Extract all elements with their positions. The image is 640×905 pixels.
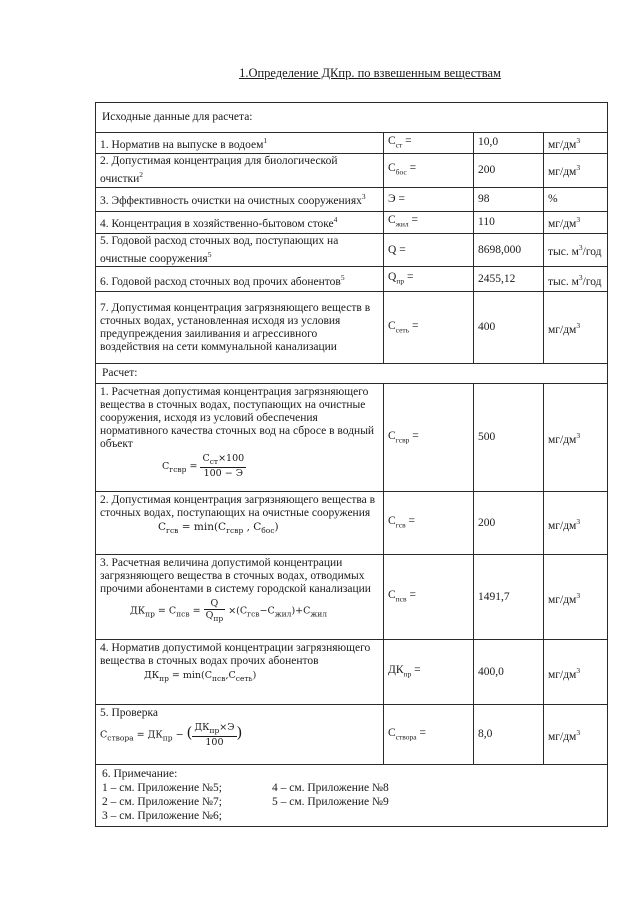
row-symbol: $С_{сеть}$ = (384, 292, 474, 364)
unit-text: мг/дм (548, 730, 577, 743)
row-value: 400,0 (474, 640, 544, 705)
notes-right (272, 781, 442, 823)
symbol: Э (388, 192, 396, 205)
calculation-row (96, 640, 608, 705)
unit-text: мг/дм (548, 323, 577, 336)
row-text: Допустимая концентрация загрязняющего вещества в сточных водах, поступающих на очистные сооружения (100, 494, 376, 520)
row-unit (544, 133, 608, 154)
footnote-ref: 3 (361, 192, 366, 202)
row-symbol: $Q_{пр}$ = (384, 267, 474, 292)
row-text: Норматив на выпуске в водоем (111, 138, 264, 151)
row-description (96, 133, 384, 154)
row-text: Норматив допустимой концентрации загрязняющего вещества в сточных водах прочих абонентов (100, 642, 371, 668)
note-item: 3 – см. Приложение №6; (102, 810, 222, 823)
unit-text: мг/дм (548, 138, 577, 151)
initial-data-row (96, 211, 608, 233)
row-value: 200 (474, 153, 544, 187)
calculation-row (96, 555, 608, 640)
row-number: 4. (100, 642, 109, 655)
unit-sup: 3 (576, 728, 581, 738)
row-description (96, 233, 384, 267)
symbol: Q (388, 243, 397, 256)
initial-data-row (96, 292, 608, 364)
symbol: С (388, 319, 396, 332)
row-description (96, 267, 384, 292)
row-value: 200 (474, 492, 544, 555)
symbol: С (388, 589, 396, 602)
unit-sup: 3 (576, 215, 581, 225)
symbol: С (388, 214, 396, 226)
calculation-header: Расчет: (96, 364, 608, 384)
row-description (96, 292, 384, 364)
symbol: С (388, 134, 396, 147)
row-unit (544, 267, 608, 292)
row-number: 5. (100, 234, 109, 247)
row-text: Допустимая концентрация для биологической очистки (100, 154, 338, 185)
symbol-sub: пр (396, 276, 405, 286)
row-symbol: Э = (384, 187, 474, 211)
unit-text: тыс. м (548, 275, 579, 288)
unit-sup: 3 (576, 163, 581, 173)
footnote-ref: 1 (263, 136, 268, 145)
row-description (96, 640, 384, 705)
row-symbol: $С_{гсв}$ = (384, 492, 474, 555)
row-value: 2455,12 (474, 267, 544, 292)
row-value: 110 (474, 211, 544, 233)
formula-3: $ДК_{пр} = С_{псв}$ = Q $Q_{пр}$ $\times(С_{гсв}-С_{жил})+С_{жил}$ (130, 598, 328, 624)
row-value: 8698,000 (474, 233, 544, 267)
row-number: 5. (100, 707, 109, 720)
row-number: 3. (100, 195, 109, 208)
unit-sup: 3 (576, 136, 581, 145)
unit-text: мг/дм (548, 593, 577, 606)
row-value: 400 (474, 292, 544, 364)
row-unit (544, 292, 608, 364)
row-value: 8,0 (474, 705, 544, 765)
row-description (96, 187, 384, 211)
formula-4: $ДК_{пр} = \min(С_{псв},С_{сеть})$ (144, 670, 257, 684)
row-description (96, 705, 384, 765)
row-number: 2. (100, 494, 109, 507)
row-symbol: $С_{створа}$ = (384, 705, 474, 765)
row-text: Концентрация в хозяйственно-бытовом стоке (111, 218, 334, 231)
unit-sup: 3 (578, 243, 583, 253)
unit-text: мг/дм (548, 433, 577, 446)
row-unit (544, 233, 608, 267)
formula-1: $С_{гсвр}$ = $С_{ст}\times 100$ 100 − Э (162, 453, 245, 480)
row-unit (544, 211, 608, 233)
note-item: 5 – см. Приложение №9 (272, 796, 389, 809)
row-description (96, 555, 384, 640)
unit-text: тыс. м (548, 245, 579, 258)
page-title: 1.Определение ДКпр. по взвешенным веществам (239, 66, 501, 80)
row-number: 4. (100, 218, 109, 231)
unit-sup: 3 (578, 272, 583, 282)
symbol-sub: створа (395, 732, 417, 742)
notes-header: 6. Примечание: (102, 768, 178, 781)
symbol: ДК (388, 664, 404, 677)
footnote-ref: 5 (340, 272, 345, 282)
initial-data-row (96, 267, 608, 292)
row-unit (544, 705, 608, 765)
row-value: 10,0 (474, 133, 544, 154)
row-text: Проверка (111, 707, 159, 720)
symbol-sub: псв (395, 594, 407, 604)
row-unit (544, 187, 608, 211)
row-text: Годовой расход сточных вод, поступающих на очистные сооружения (100, 234, 339, 265)
unit-tail: /год (582, 275, 602, 288)
row-symbol: $ДК_{пр}$ = (384, 640, 474, 705)
row-number: 2. (100, 154, 109, 167)
symbol-sub: ст (395, 140, 403, 150)
note-item: 2 – см. Приложение №7; (102, 796, 222, 809)
calculation-row (96, 384, 608, 492)
row-number: 6. (100, 275, 109, 288)
symbol-sub: гсв (395, 520, 406, 530)
note-item: 4 – см. Приложение №8 (272, 782, 389, 795)
unit-text: % (548, 192, 558, 205)
row-number: 3. (100, 557, 109, 570)
calculation-row (96, 492, 608, 555)
row-value: 98 (474, 187, 544, 211)
row-unit (544, 153, 608, 187)
row-description (96, 211, 384, 233)
symbol: С (388, 515, 396, 528)
row-symbol: $С_{гсвр}$ = (384, 384, 474, 492)
row-text: Расчетная величина допустимой концентрации загрязняющего вещества в сточных водах, отводимых прочими абонентами в систему городской канализации (100, 557, 371, 596)
symbol: Q (388, 271, 397, 284)
unit-text: мг/дм (548, 668, 577, 681)
row-symbol: $С_{бос}$ = (384, 153, 474, 187)
footnote-ref: 5 (207, 249, 212, 259)
calculation-table (95, 102, 608, 827)
row-number: 7. (100, 301, 109, 314)
unit-sup: 3 (576, 431, 581, 441)
formula-5: $С_{створа} = ДК_{пр}$ − ( $ДК_{пр}\times Э$ 100 ) (100, 722, 243, 749)
row-unit (544, 640, 608, 705)
unit-sup: 3 (576, 590, 581, 600)
symbol: С (388, 429, 396, 442)
unit-sup: 3 (576, 516, 581, 526)
symbol-sub: жил (395, 219, 409, 229)
initial-data-row (96, 187, 608, 211)
unit-sup: 3 (576, 321, 581, 331)
initial-data-row (96, 233, 608, 267)
unit-sup: 3 (576, 665, 581, 675)
notes-section (96, 765, 608, 827)
row-description (96, 384, 384, 492)
symbol-sub: пр (403, 669, 412, 679)
row-description (96, 153, 384, 187)
row-number: 1. (100, 138, 109, 151)
calculation-row (96, 705, 608, 765)
symbol-sub: бос (395, 167, 407, 177)
row-value: 500 (474, 384, 544, 492)
row-symbol: Q = (384, 233, 474, 267)
unit-text: мг/дм (548, 166, 577, 179)
row-symbol: $С_{ст}$ = (384, 133, 474, 154)
note-item: 1 – см. Приложение №5; (102, 782, 222, 795)
symbol: С (388, 162, 396, 175)
symbol-sub: гсвр (395, 435, 410, 445)
formula-2: $С_{гсв} = \min(С_{гсвр}$ , $С_{бос}$) (158, 521, 279, 536)
unit-tail: /год (582, 245, 602, 258)
symbol-sub: сеть (395, 325, 410, 335)
row-unit (544, 492, 608, 555)
row-text: Эффективность очистки на очистных сооружениях (111, 195, 362, 208)
row-text: Годовой расход сточных вод прочих абонентов (111, 275, 341, 288)
row-text: Допустимая концентрация загрязняющего веществ в сточных водах, установленная исходя из условия предупреждения заиливания и агрессивного воздействия на сети коммунальной канализации (100, 301, 371, 353)
initial-data-row (96, 153, 608, 187)
unit-text: мг/дм (548, 519, 577, 532)
row-description (96, 492, 384, 555)
row-symbol: $С_{жил}$ = (384, 211, 474, 233)
row-symbol: $С_{псв}$ = (384, 555, 474, 640)
row-value: 1491,7 (474, 555, 544, 640)
row-unit (544, 555, 608, 640)
row-text: Расчетная допустимая концентрация загрязняющего вещества в сточных водах, поступающих на очистные сооружения, исходя из условий обеспечения нормативного качества сточных вод на сбросе в водный объект (100, 386, 375, 451)
symbol: С (388, 726, 396, 739)
footnote-ref: 4 (333, 215, 338, 225)
initial-data-row (96, 133, 608, 154)
row-unit (544, 384, 608, 492)
notes-left (102, 781, 272, 823)
initial-data-header: Исходные данные для расчета: (96, 103, 608, 133)
footnote-ref: 2 (139, 169, 144, 179)
row-number: 1. (100, 386, 109, 399)
unit-text: мг/дм (548, 218, 577, 231)
